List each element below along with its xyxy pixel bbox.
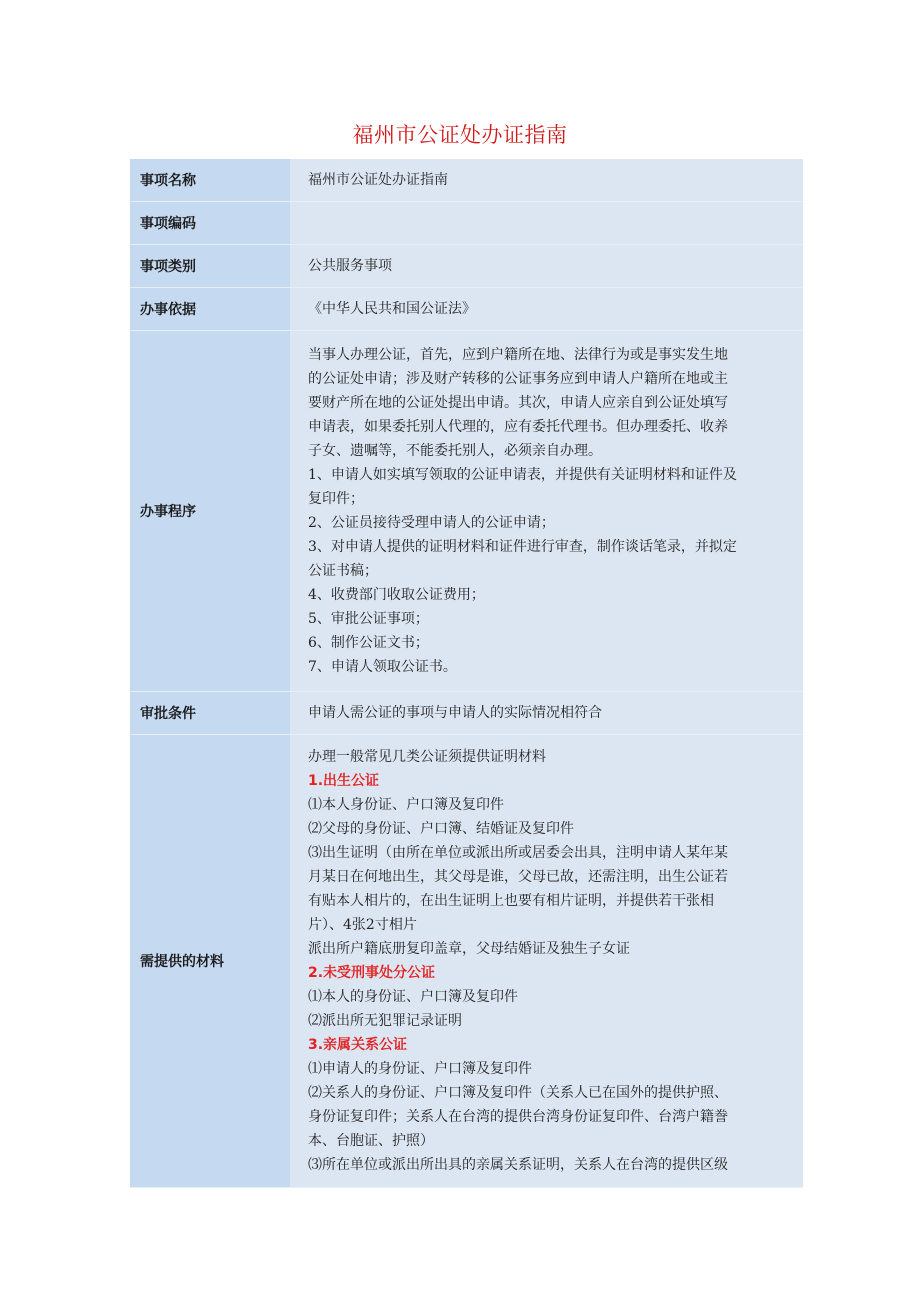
label-basis: 办事依据 — [130, 288, 290, 331]
label-procedure: 办事程序 — [130, 331, 290, 692]
label-item-type: 事项类别 — [130, 245, 290, 288]
material-line: 派出所户籍底册复印盖章，父母结婚证及独生子女证 — [308, 941, 630, 957]
procedure-line: 7、申请人领取公证书。 — [308, 659, 457, 675]
material-line: 有贴本人相片的，在出生证明上也要有相片证明，并提供若干张相 — [308, 893, 714, 909]
material-line: ⑶出生证明（由所在单位或派出所或居委会出具，注明申请人某年某 — [308, 845, 728, 861]
section-title-birth: 1.出生公证 — [308, 773, 380, 789]
procedure-line: 子女、遗嘱等，不能委托别人，必须亲自办理。 — [308, 443, 602, 459]
procedure-line: 公证书稿； — [308, 563, 378, 579]
value-procedure — [290, 331, 803, 692]
row-conditions — [130, 692, 803, 735]
procedure-line: 复印件； — [308, 491, 364, 507]
procedure-line: 6、制作公证文书； — [308, 635, 429, 651]
section-title-no-criminal: 2.未受刑事处分公证 — [308, 965, 436, 981]
value-conditions: 申请人需公证的事项与申请人的实际情况相符合 — [290, 692, 803, 735]
materials-intro: 办理一般常见几类公证须提供证明材料 — [308, 749, 546, 765]
procedure-line: 3、对申请人提供的证明材料和证件进行审查，制作谈话笔录，并拟定 — [308, 539, 737, 555]
material-line: ⑵派出所无犯罪记录证明 — [308, 1013, 462, 1029]
row-item-name — [130, 159, 803, 202]
row-procedure — [130, 331, 803, 692]
material-line: ⑶所在单位或派出所出具的亲属关系证明，关系人在台湾的提供区级 — [308, 1157, 728, 1173]
procedure-line: 当事人办理公证，首先，应到户籍所在地、法律行为或是事实发生地 — [308, 347, 728, 363]
row-basis — [130, 288, 803, 331]
material-line: ⑵关系人的身份证、户口簿及复印件（关系人已在国外的提供护照、 — [308, 1085, 728, 1101]
value-item-code — [290, 202, 803, 245]
section-title-kinship: 3.亲属关系公证 — [308, 1037, 408, 1053]
label-item-code: 事项编码 — [130, 202, 290, 245]
material-line: 本、台胞证、护照） — [308, 1133, 434, 1149]
material-line: ⑵父母的身份证、户口簿、结婚证及复印件 — [308, 821, 574, 837]
material-line: ⑴本人身份证、户口簿及复印件 — [308, 797, 504, 813]
material-line: ⑴申请人的身份证、户口簿及复印件 — [308, 1061, 532, 1077]
label-item-name: 事项名称 — [130, 159, 290, 202]
label-materials: 需提供的材料 — [130, 735, 290, 1188]
page-title: 福州市公证处办证指南 — [352, 123, 568, 147]
row-item-type — [130, 245, 803, 288]
procedure-line: 1、申请人如实填写领取的公证申请表，并提供有关证明材料和证件及 — [308, 467, 737, 483]
value-materials — [290, 735, 803, 1188]
value-item-name: 福州市公证处办证指南 — [290, 159, 803, 202]
procedure-line: 的公证处申请；涉及财产转移的公证事务应到申请人户籍所在地或主 — [308, 371, 728, 387]
procedure-line: 5、审批公证事项； — [308, 611, 429, 627]
value-item-type: 公共服务事项 — [290, 245, 803, 288]
value-basis: 《中华人民共和国公证法》 — [290, 288, 803, 331]
row-item-code — [130, 202, 803, 245]
material-line: 身份证复印件；关系人在台湾的提供台湾身份证复印件、台湾户籍誊 — [308, 1109, 728, 1125]
material-line: ⑴本人的身份证、户口簿及复印件 — [308, 989, 518, 1005]
guide-table — [130, 159, 803, 1188]
procedure-line: 要财产所在地的公证处提出申请。其次，申请人应亲自到公证处填写 — [308, 395, 728, 411]
material-line: 片）、4张2寸相片 — [308, 917, 417, 933]
procedure-line: 4、收费部门收取公证费用； — [308, 587, 485, 603]
procedure-line: 2、公证员接待受理申请人的公证申请； — [308, 515, 555, 531]
procedure-line: 申请表，如果委托别人代理的，应有委托代理书。但办理委托、收养 — [308, 419, 728, 435]
material-line: 月某日在何地出生，其父母是谁，父母已故，还需注明，出生公证若 — [308, 869, 728, 885]
label-conditions: 审批条件 — [130, 692, 290, 735]
row-materials — [130, 735, 803, 1188]
